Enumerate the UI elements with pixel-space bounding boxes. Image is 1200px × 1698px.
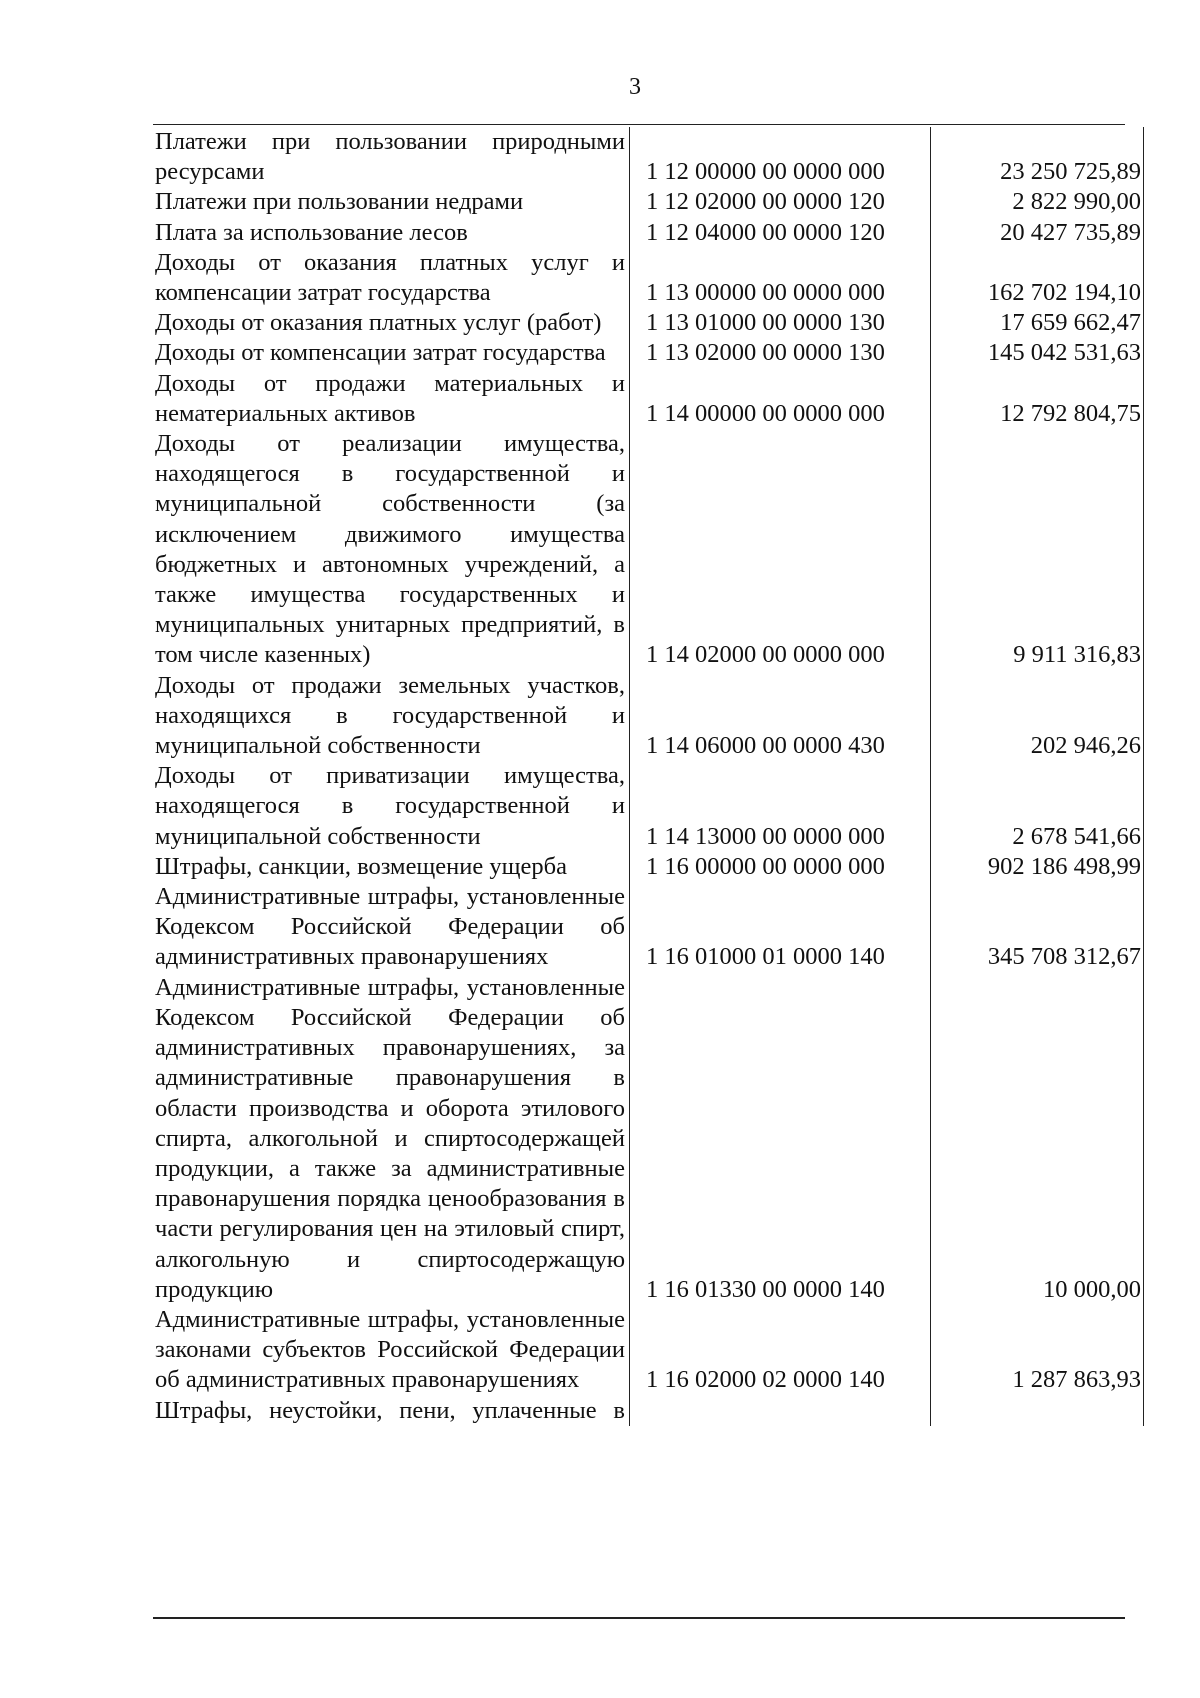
row-code: 1 14 00000 00 0000 000 [630,369,931,429]
table-row [155,248,1144,308]
row-name: Плата за использование лесов [155,218,630,248]
row-code: 1 14 13000 00 0000 000 [630,761,931,852]
row-amount: 1 287 863,93 [931,1305,1144,1396]
table-row [155,187,1144,217]
row-name: Административные штрафы, установленные Кодексом Российской Федерации об административных правонарушениях, за административные правонарушения в области производства и оборота этилового спирта, алкогольной и спиртосодержащей продукции, а также за административные правонарушения порядка ценообразования в части регулирования цен на этиловый спирт, алкогольную и спиртосодержащую продукцию [155,973,630,1305]
row-code: 1 16 02000 02 0000 140 [630,1305,931,1396]
table-row [155,761,1144,852]
revenue-table [155,127,1144,1426]
table-row [155,369,1144,429]
row-code: 1 12 00000 00 0000 000 [630,127,931,187]
table-top-rule [153,124,1125,125]
table-row [155,429,1144,671]
row-name: Доходы от приватизации имущества, находящегося в государственной и муниципальной собственности [155,761,630,852]
row-amount: 17 659 662,47 [931,308,1144,338]
row-name: Доходы от реализации имущества, находящегося в государственной и муниципальной собственности (за исключением движимого имущества бюджетных и автономных учреждений, а также имущества государственных и муниципальных унитарных предприятий, в том числе казенных) [155,429,630,671]
row-amount: 2 678 541,66 [931,761,1144,852]
row-amount: 20 427 735,89 [931,218,1144,248]
table-bottom-rule [153,1617,1125,1619]
row-amount: 162 702 194,10 [931,248,1144,308]
row-amount: 12 792 804,75 [931,369,1144,429]
row-amount: 10 000,00 [931,973,1144,1305]
row-code: 1 14 02000 00 0000 000 [630,429,931,671]
row-amount: 23 250 725,89 [931,127,1144,187]
table-row [155,852,1144,882]
row-code: 1 13 00000 00 0000 000 [630,248,931,308]
row-name: Доходы от оказания платных услуг (работ) [155,308,630,338]
table-row [155,218,1144,248]
row-amount [931,1396,1144,1426]
row-name: Административные штрафы, установленные законами субъектов Российской Федерации об административных правонарушениях [155,1305,630,1396]
table-row [155,1305,1144,1396]
table-row [155,1396,1144,1426]
row-amount: 202 946,26 [931,671,1144,762]
row-amount: 2 822 990,00 [931,187,1144,217]
row-name: Доходы от продажи материальных и нематериальных активов [155,369,630,429]
row-code [630,1396,931,1426]
row-code: 1 16 01000 01 0000 140 [630,882,931,973]
table-row [155,338,1144,368]
row-name: Административные штрафы, установленные Кодексом Российской Федерации об административных правонарушениях [155,882,630,973]
row-name: Платежи при пользовании природными ресурсами [155,127,630,187]
row-name: Доходы от продажи земельных участков, находящихся в государственной и муниципальной собственности [155,671,630,762]
row-name: Штрафы, санкции, возмещение ущерба [155,852,630,882]
row-amount: 902 186 498,99 [931,852,1144,882]
row-code: 1 12 04000 00 0000 120 [630,218,931,248]
row-name: Доходы от компенсации затрат государства [155,338,630,368]
table-row [155,973,1144,1305]
table-row [155,127,1144,187]
table-row [155,882,1144,973]
row-code: 1 14 06000 00 0000 430 [630,671,931,762]
row-amount: 145 042 531,63 [931,338,1144,368]
row-code: 1 16 00000 00 0000 000 [630,852,931,882]
row-code: 1 16 01330 00 0000 140 [630,973,931,1305]
row-name: Платежи при пользовании недрами [155,187,630,217]
table-row [155,308,1144,338]
row-amount: 9 911 316,83 [931,429,1144,671]
revenue-table-body [155,127,1144,1426]
row-amount: 345 708 312,67 [931,882,1144,973]
row-code: 1 12 02000 00 0000 120 [630,187,931,217]
row-name: Доходы от оказания платных услуг и компенсации затрат государства [155,248,630,308]
table-row [155,671,1144,762]
row-name: Штрафы, неустойки, пени, уплаченные в [155,1396,630,1426]
page-number: 3 [629,74,641,100]
row-code: 1 13 01000 00 0000 130 [630,308,931,338]
row-code: 1 13 02000 00 0000 130 [630,338,931,368]
